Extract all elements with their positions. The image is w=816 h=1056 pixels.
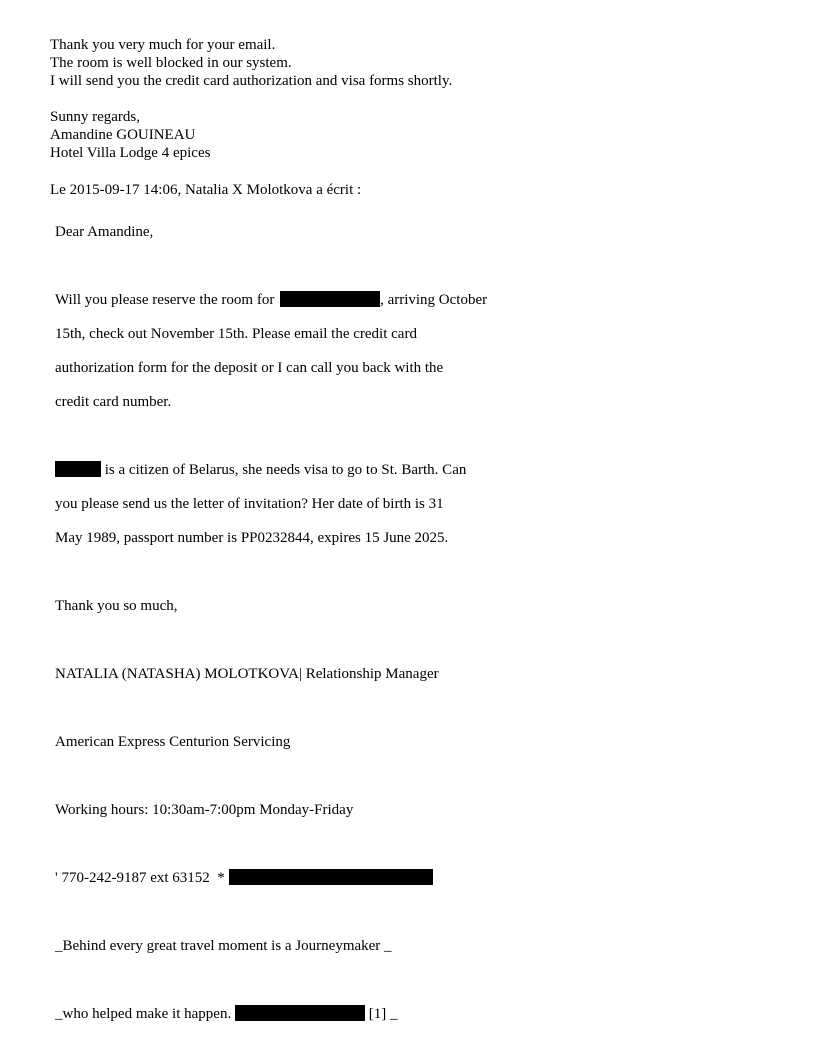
paragraph-gap (55, 895, 487, 929)
paragraph-gap (55, 759, 487, 793)
quoted-thanks: Thank you so much, (55, 598, 178, 614)
p1-text-after: , arriving October (380, 292, 488, 308)
reply-signoff: Sunny regards, (50, 109, 140, 125)
signature-name: NATALIA (NATASHA) MOLOTKOVA| Relationship Manager (55, 666, 439, 682)
paragraph-gap (55, 963, 487, 997)
phone-line (55, 861, 487, 895)
paragraph-gap (55, 249, 487, 283)
paragraph-gap (55, 691, 487, 725)
p1-line-3: authorization form for the deposit or I can call you back with the (55, 360, 444, 376)
tagline-line-2 (55, 997, 487, 1031)
reply-line-3: I will send you the credit card authorization and visa forms shortly. (50, 73, 453, 89)
redaction-block (280, 291, 380, 307)
reply-sender-hotel: Hotel Villa Lodge 4 epices (50, 145, 211, 161)
p1-line-2: 15th, check out November 15th. Please email the credit card (55, 326, 417, 342)
quoted-message (55, 215, 487, 1031)
quoted-greeting: Dear Amandine, (55, 224, 154, 240)
working-hours: Working hours: 10:30am-7:00pm Monday-Friday (55, 802, 354, 818)
reply-sender-name: Amandine GOUINEAU (50, 127, 196, 143)
quoted-header: Le 2015-09-17 14:06, Natalia X Molotkova a écrit : (50, 182, 362, 198)
p1-line-1 (55, 283, 487, 317)
paragraph-gap (55, 827, 487, 861)
p1-line-4: credit card number. (55, 394, 172, 410)
reply-line-1: Thank you very much for your email. (50, 37, 276, 53)
redaction-block (229, 869, 433, 885)
redaction-block (235, 1005, 365, 1021)
signature-company: American Express Centurion Servicing (55, 734, 291, 750)
p2-line-1 (55, 453, 487, 487)
p2-line-2: you please send us the letter of invitation? Her date of birth is 31 (55, 496, 444, 512)
paragraph-gap (50, 90, 452, 108)
p2-text-after: is a citizen of Belarus, she needs visa to go to St. Barth. Can (101, 462, 467, 478)
tagline-text-after: [1] _ (364, 1006, 398, 1022)
p1-text-before: Will you please reserve the room for (55, 292, 279, 308)
tagline-text-before: _who helped make it happen. (55, 1006, 235, 1022)
paragraph-gap (55, 623, 487, 657)
phone-text: ' 770-242-9187 ext 63152 * (55, 870, 229, 886)
reply-message (50, 36, 452, 162)
p2-line-3: May 1989, passport number is PP0232844, expires 15 June 2025. (55, 530, 449, 546)
paragraph-gap (55, 419, 487, 453)
reply-line-2: The room is well blocked in our system. (50, 55, 292, 71)
tagline-line-1: _Behind every great travel moment is a Journeymaker _ (55, 938, 392, 954)
redaction-block (55, 461, 101, 477)
paragraph-gap (55, 555, 487, 589)
